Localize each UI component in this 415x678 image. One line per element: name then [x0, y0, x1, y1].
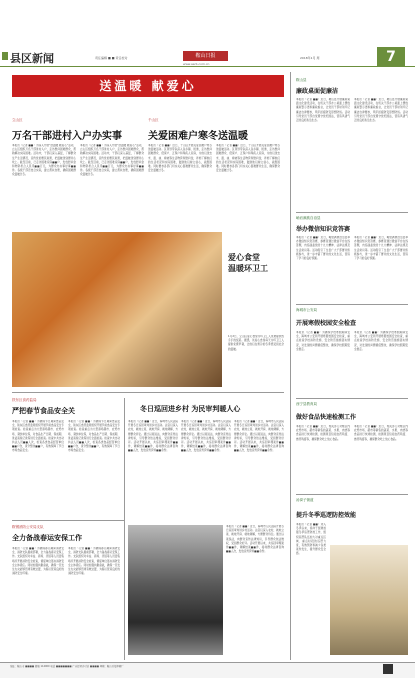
logo-sub: www.asrb.com.cn: [183, 62, 210, 66]
r3-body-col2: 本报讯（记者 ■■）为确保学校寒假期间安全，海城市公安局开展寒假校园安全检查，重点检查学校消防设施、安全防范措施落实情况，对发现的问题督促整改，确保学校假期安全稳定。: [354, 331, 408, 351]
r4-body-col1: 本报讯（记者 ■■）近日，相关部门对辖区内农贸市场、超市等销售的蔬菜、水果、肉类等食品进行快速检测，检测项目包括农药残留、兽药残留等，确保群众吃上放心食品。: [296, 425, 350, 441]
a3-body-col1: 本报讯（记者 ■■）为确保节日期间食品安全，铁东区食药监局组织开展节前食品安全专项检查。检查重点为大型商场超市、农贸市场、餐饮单位等，对食品生产日期、保质期、进货查验记录等进行全面检查。检查中共出动执法人员■■人次，检查各类食品经营单位■■户次，责令整改■■户，有效保障了节日市场食品安全。: [12, 420, 64, 453]
divider: [296, 398, 408, 399]
a1-body-col1: 本报讯（记者 ■■）为深入开展“送温暖 献爱心”活动，立山区组织万名干部进村入户，走访慰问困难群众，帮助解决实际困难。活动中，干部们深入基层，了解群众生产生活情况，宣传党的惠民政策，把温暖送到群众心坎上。截至目前，已走访困难家庭■■户，发放慰问金和物资折合人民币■■万元，为群众办实事好事■■件。各级干部还结合实际，建立帮扶台账，确保困难群众温暖过冬。: [12, 144, 76, 177]
r2-kicker: 岫岩满族自治县: [296, 216, 321, 220]
page-number: 7: [377, 47, 405, 67]
r1-title: 廉政桌面促廉洁: [296, 88, 339, 95]
a5-title: 全力备战春运安保工作: [12, 534, 82, 542]
qr-code: [383, 664, 393, 674]
a4-body-col1: 本报讯（记者 ■■）近日，海城市人民法院开展冬日巡回审判进乡村活动。法官们深入农村，就地立案、就地开庭、就地调解，方便群众诉讼。通过以案说法，向群众宣传法律知识，引导群众依法维权，受到群众好评。活动开展以来，共巡回审理案件■■件，调解结案■■件，接待群众法律咨询■■人次，发放宣传资料■■余份。: [128, 420, 178, 453]
r5-kicker: 汤岗子街道: [296, 498, 314, 502]
r3-body-col1: 本报讯（记者 ■■）为确保学校寒假期间安全，海城市公安局开展寒假校园安全检查，重点检查学校消防设施、安全防范措施落实情况，对发现的问题督促整改，确保学校假期安全稳定。: [296, 331, 350, 351]
a3-kicker: 铁东区食药监局: [12, 398, 37, 402]
a5-body-col1: 本报讯（记者 ■■）为确保春运期间消防安全，消防支队提前部署，全力备战春运安保工作。支队组织对车站、商场、宾馆等人员密集场所开展消防安全检查，督促单位落实消防安全主体责任。同时加强执勤备战，确保一旦发生火灾能够迅速有效处置，为春运营造良好的消防安全环境。: [12, 547, 64, 576]
section-icon: [2, 52, 8, 60]
right-col-divider: [290, 72, 291, 660]
divider: [296, 212, 408, 213]
office-photo: [128, 525, 223, 655]
a2-kicker: 千山区: [148, 118, 159, 122]
a5-kicker: 鞍钢消防公安局支队: [12, 525, 44, 529]
photo-note: 1月2日，立山区爱心食堂为环卫工人免费提供热乎乎的饭菜。据悉，该爱心食堂每天为环卫工人提供免费早餐，让他们在寒冷的冬季感受到社会的温暖。: [228, 335, 284, 351]
r4-title: 做好食品快速检测工作: [296, 414, 357, 421]
date-line: 2018年1月 周: [300, 56, 320, 60]
r2-body-col1: 本报讯（记者 ■■）近日，岫岩满族自治县举办微信知识竞答赛，参赛者通过微信平台在线答题，内容涵盖党的十九大精神、法律法规及生活常识等。活动吸引了全县广大干部群众积极参与，进一步丰富了群众的文化生活，营造了学习的良好氛围。: [296, 236, 350, 261]
a4-title: 冬日巡回进乡村 为民审判暖人心: [140, 405, 241, 413]
a2-title: 关爱困难户寒冬送温暖: [148, 131, 248, 142]
a4-body-col3: 本报讯（记者 ■■）近日，海城市人民法院开展冬日巡回审判进乡村活动。法官们深入农村，就地立案、就地开庭、就地调解，方便群众诉讼。通过以案说法，向群众宣传法律知识，引导群众依法维权，受到群众好评。活动开展以来，共巡回审理案件■■件，调解结案■■件，接待群众法律咨询■■人次，发放宣传资料■■余份。: [234, 420, 284, 453]
r3-kicker: 海城市公安局: [296, 308, 317, 312]
r1-kicker: 鞍山县: [296, 78, 307, 82]
main-photo: [12, 232, 222, 387]
r4-kicker: 西宁县教育局: [296, 402, 317, 406]
r2-body-col2: 本报讯（记者 ■■）近日，岫岩满族自治县举办微信知识竞答赛，参赛者通过微信平台在线答题，内容涵盖党的十九大精神、法律法规及生活常识等。活动吸引了全县广大干部群众积极参与，进一步丰富了群众的文化生活，营造了学习的良好氛围。: [354, 236, 408, 261]
a1-title: 万名干部进村入户办实事: [12, 131, 122, 142]
a4-continued: 本报讯（记者 ■■）近日，海城市人民法院开展冬日巡回审判进乡村活动。法官们深入农村，就地立案、就地开庭、就地调解，方便群众诉讼。通过以案说法，向群众宣传法律知识，引导群众依法维权，受到群众好评。活动开展以来，共巡回审理案件■■件，调解结案■■件，接待群众法律咨询■■人次，发放宣传资料■■余份。: [226, 525, 284, 554]
divider: [12, 392, 284, 393]
a3-title: 严把春节食品安全关: [12, 407, 75, 415]
photo-caption: 爱心食堂 温暖环卫工: [228, 252, 268, 273]
r5-body: 本报讯（记者 ■■）进入冬季以来，汤岗子街道加强冬季巡逻防控工作，组织巡逻队伍加大对重点区域、重点时段的巡逻力度，有效预防和减少各类案件发生，提升群众安全感。: [296, 523, 326, 556]
r4-body-col2: 本报讯（记者 ■■）近日，相关部门对辖区内农贸市场、超市等销售的蔬菜、水果、肉类等食品进行快速检测，检测项目包括农药残留、兽药残留等，确保群众吃上放心食品。: [354, 425, 408, 441]
r5-title: 提升冬季巡逻防控效能: [296, 512, 357, 519]
advertisement: [330, 545, 408, 655]
edit-line: 责任编辑 ■ ■ 责任校对: [95, 56, 128, 60]
newspaper-logo: 鞍山日报: [183, 51, 228, 61]
a2-body-col2: 本报讯（记者 ■■）近日，千山区开展关爱困难户寒冬送温暖活动。区领导带队深入各乡镇、街道，走访慰问困难群众、低保户、五保户和残疾人家庭，为他们送去米、面、油、棉被等生活物资和慰问金，详细了解他们的生活状况和实际困难，鼓励他们树立信心，战胜困难。同时要求各部门切实关心困难群众生活，确保群众安全温暖过冬。: [216, 144, 280, 173]
divider: [12, 520, 124, 521]
divider: [296, 304, 408, 305]
footer: [0, 662, 415, 678]
a2-body-col1: 本报讯（记者 ■■）近日，千山区开展关爱困难户寒冬送温暖活动。区领导带队深入各乡镇、街道，走访慰问困难群众、低保户、五保户和残疾人家庭，为他们送去米、面、油、棉被等生活物资和慰问金，详细了解他们的生活状况和实际困难，鼓励他们树立信心，战胜困难。同时要求各部门切实关心困难群众生活，确保群众安全温暖过冬。: [148, 144, 212, 173]
a1-body-col2: 本报讯（记者 ■■）为深入开展“送温暖 献爱心”活动，立山区组织万名干部进村入户，走访慰问困难群众，帮助解决实际困难。活动中，干部们深入基层，了解群众生产生活情况，宣传党的惠民政策，把温暖送到群众心坎上。截至目前，已走访困难家庭■■户，发放慰问金和物资折合人民币■■万元，为群众办实事好事■■件。各级干部还结合实际，建立帮扶台账，确保困难群众温暖过冬。: [80, 144, 144, 177]
a1-kicker: 立山区: [12, 118, 23, 122]
banner: 送温暖 献爱心: [12, 75, 284, 97]
col-divider: [124, 398, 125, 660]
divider: [296, 494, 408, 495]
r3-title: 开展寒假校园安全检查: [296, 320, 357, 327]
r2-title: 举办微信知识竞答赛: [296, 226, 351, 233]
section-title: 县区新闻: [10, 52, 54, 65]
r1-body-col1: 本报讯（记者 ■■）近日，鞍山县开展廉政桌面文化建设活动，在机关干部办公桌面上摆放廉政警示语和廉政格言，让党员干部时刻牢记廉洁自律要求，筑牢拒腐防变思想防线。活动引导党员干部自觉遵守党纪国法，营造风清气正的良好政治生态。: [296, 98, 350, 123]
footer-text: 地址：鞍山市 ■■■■ 邮编 114000 电话 ■■■■■■■ 广告经营许可证 ■■■■ 印刷：鞍山日报印刷厂: [10, 665, 124, 668]
r1-body-col2: 本报讯（记者 ■■）近日，鞍山县开展廉政桌面文化建设活动，在机关干部办公桌面上摆放廉政警示语和廉政格言，让党员干部时刻牢记廉洁自律要求，筑牢拒腐防变思想防线。活动引导党员干部自觉遵守党纪国法，营造风清气正的良好政治生态。: [354, 98, 408, 123]
a5-body-col2: 本报讯（记者 ■■）为确保春运期间消防安全，消防支队提前部署，全力备战春运安保工作。支队组织对车站、商场、宾馆等人员密集场所开展消防安全检查，督促单位落实消防安全主体责任。同时加强执勤备战，确保一旦发生火灾能够迅速有效处置，为春运营造良好的消防安全环境。: [68, 547, 120, 576]
a4-body-col2: 本报讯（记者 ■■）近日，海城市人民法院开展冬日巡回审判进乡村活动。法官们深入农村，就地立案、就地开庭、就地调解，方便群众诉讼。通过以案说法，向群众宣传法律知识，引导群众依法维权，受到群众好评。活动开展以来，共巡回审理案件■■件，调解结案■■件，接待群众法律咨询■■人次，发放宣传资料■■余份。: [181, 420, 231, 453]
a3-body-col2: 本报讯（记者 ■■）为确保节日期间食品安全，铁东区食药监局组织开展节前食品安全专项检查。检查重点为大型商场超市、农贸市场、餐饮单位等，对食品生产日期、保质期、进货查验记录等进行全面检查。检查中共出动执法人员■■人次，检查各类食品经营单位■■户次，责令整改■■户，有效保障了节日市场食品安全。: [68, 420, 120, 453]
header-divider: [0, 66, 415, 67]
